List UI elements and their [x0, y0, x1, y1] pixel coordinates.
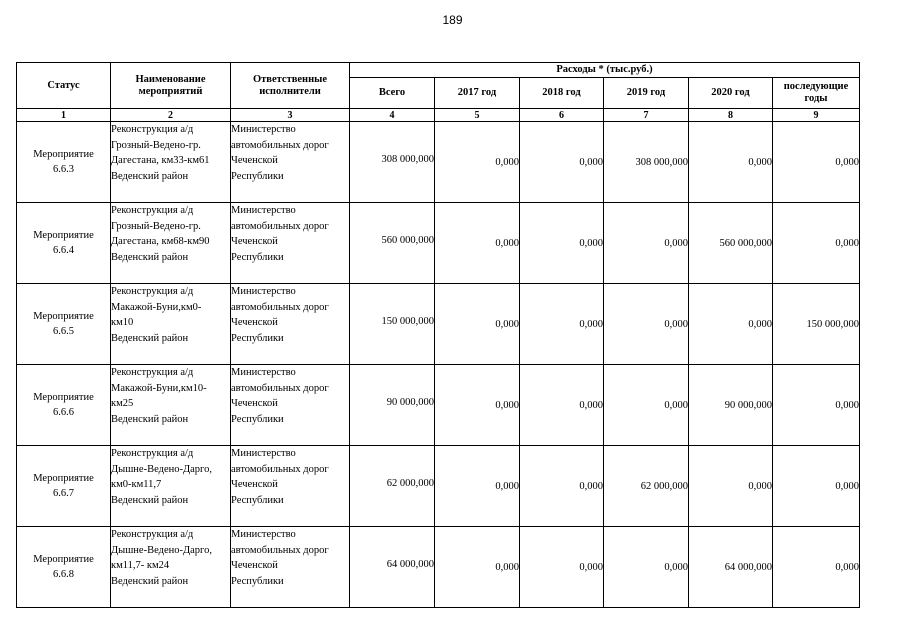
cell-line: км0-км11,7	[111, 479, 162, 490]
header-2019: 2019 год	[604, 78, 689, 109]
cell-line: Чеченской	[231, 479, 278, 490]
amount-cell: 0,000	[520, 284, 604, 365]
amount-cell: 0,000	[435, 527, 520, 608]
header-later-years: последующие годы	[773, 78, 860, 109]
table-row	[17, 446, 860, 527]
amount-cell: 0,000	[520, 203, 604, 284]
cell-line: Чеченской	[231, 317, 278, 328]
table-row	[17, 284, 860, 365]
header-executors: Ответственные исполнители	[231, 63, 350, 109]
header-name: Наименование мероприятий	[111, 63, 231, 109]
amount-cell: 150 000,000	[773, 284, 860, 365]
header-status: Статус	[17, 63, 111, 109]
cell-line: Веденский район	[111, 251, 189, 263]
amount-cell: 0,000	[689, 446, 773, 527]
executor-cell	[231, 527, 350, 608]
status-cell	[17, 527, 111, 608]
measure-name-cell	[111, 203, 231, 284]
header-total: Всего	[350, 78, 435, 109]
table-row	[17, 527, 860, 608]
amount-cell: 0,000	[604, 527, 689, 608]
cell-line: автомобильных дорог	[231, 463, 329, 475]
amount-cell: 0,000	[435, 365, 520, 446]
amount-cell: 0,000	[773, 446, 860, 527]
cell-line: км10	[111, 317, 134, 328]
amount-cell: 0,000	[773, 365, 860, 446]
cell-line: Министерство	[231, 205, 296, 216]
cell-line: Дышне-Ведено-Дарго,	[111, 544, 212, 556]
cell-line: Веденский район	[111, 413, 189, 425]
amount-cell: 0,000	[773, 203, 860, 284]
cell-line: Мероприятие	[33, 554, 94, 565]
cell-line: 6.6.5	[53, 326, 74, 337]
column-number: 1	[17, 109, 111, 122]
cell-line: Чеченской	[231, 236, 278, 247]
cell-line: 6.6.6	[53, 407, 74, 418]
cell-line: Республики	[231, 575, 284, 587]
table-row	[17, 122, 860, 203]
status-cell	[17, 284, 111, 365]
column-number: 8	[689, 109, 773, 122]
cell-line: Реконструкция а/д	[111, 286, 194, 297]
cell-line: км11,7- км24	[111, 560, 170, 571]
cell-line: Макажой-Буни,км0-	[111, 301, 202, 313]
amount-cell: 308 000,000	[350, 122, 435, 203]
amount-cell: 90 000,000	[689, 365, 773, 446]
expenses-table	[16, 62, 860, 608]
amount-cell: 560 000,000	[689, 203, 773, 284]
header-2017: 2017 год	[435, 78, 520, 109]
cell-line: Мероприятие	[33, 392, 94, 403]
cell-line: Министерство	[231, 448, 296, 459]
amount-cell: 62 000,000	[350, 446, 435, 527]
cell-line: Мероприятие	[33, 311, 94, 322]
cell-line: Грозный-Ведено-гр.	[111, 139, 201, 151]
cell-line: Мероприятие	[33, 149, 94, 160]
status-cell	[17, 203, 111, 284]
page-number: 189	[442, 13, 463, 27]
amount-cell: 0,000	[435, 284, 520, 365]
amount-cell: 0,000	[689, 284, 773, 365]
status-cell	[17, 446, 111, 527]
amount-cell: 64 000,000	[689, 527, 773, 608]
amount-cell: 560 000,000	[350, 203, 435, 284]
column-number: 7	[604, 109, 689, 122]
cell-line: Республики	[231, 170, 284, 182]
cell-line: Дагестана, км33-км61	[111, 155, 210, 166]
amount-cell: 0,000	[435, 122, 520, 203]
amount-cell: 0,000	[604, 284, 689, 365]
column-number: 2	[111, 109, 231, 122]
cell-line: Мероприятие	[33, 230, 94, 241]
amount-cell: 0,000	[604, 365, 689, 446]
cell-line: Дагестана, км68-км90	[111, 236, 210, 247]
column-number: 5	[435, 109, 520, 122]
cell-line: Реконструкция а/д	[111, 205, 194, 216]
cell-line: Реконструкция а/д	[111, 448, 194, 459]
table-body	[17, 122, 860, 608]
cell-line: Реконструкция а/д	[111, 367, 194, 378]
cell-line: Министерство	[231, 124, 296, 135]
measure-name-cell	[111, 527, 231, 608]
amount-cell: 0,000	[773, 527, 860, 608]
cell-line: Веденский район	[111, 332, 189, 344]
cell-line: Министерство	[231, 286, 296, 297]
header-expenses: Расходы * (тыс.руб.)	[350, 63, 860, 78]
amount-cell: 62 000,000	[604, 446, 689, 527]
cell-line: Грозный-Ведено-гр.	[111, 220, 201, 232]
cell-line: Республики	[231, 494, 284, 506]
cell-line: автомобильных дорог	[231, 139, 329, 151]
cell-line: Чеченской	[231, 155, 278, 166]
amount-cell: 0,000	[520, 122, 604, 203]
status-cell	[17, 365, 111, 446]
column-number: 3	[231, 109, 350, 122]
cell-line: Веденский район	[111, 494, 189, 506]
cell-line: Дышне-Ведено-Дарго,	[111, 463, 212, 475]
column-number: 4	[350, 109, 435, 122]
cell-line: Макажой-Буни,км10-	[111, 382, 207, 394]
executor-cell	[231, 284, 350, 365]
cell-line: Чеченской	[231, 560, 278, 571]
measure-name-cell	[111, 284, 231, 365]
cell-line: 6.6.7	[53, 488, 74, 499]
measure-name-cell	[111, 446, 231, 527]
amount-cell: 0,000	[773, 122, 860, 203]
cell-line: автомобильных дорог	[231, 382, 329, 394]
cell-line: Реконструкция а/д	[111, 529, 194, 540]
amount-cell: 0,000	[435, 203, 520, 284]
cell-line: Республики	[231, 332, 284, 344]
executor-cell	[231, 122, 350, 203]
amount-cell: 0,000	[520, 527, 604, 608]
column-number: 9	[773, 109, 860, 122]
cell-line: автомобильных дорог	[231, 301, 329, 313]
status-cell	[17, 122, 111, 203]
table-row	[17, 365, 860, 446]
column-number-row	[17, 109, 860, 122]
cell-line: Министерство	[231, 529, 296, 540]
cell-line: 6.6.4	[53, 245, 74, 256]
cell-line: Чеченской	[231, 398, 278, 409]
amount-cell: 0,000	[689, 122, 773, 203]
cell-line: Веденский район	[111, 575, 189, 587]
column-number: 6	[520, 109, 604, 122]
executor-cell	[231, 203, 350, 284]
executor-cell	[231, 365, 350, 446]
amount-cell: 0,000	[435, 446, 520, 527]
cell-line: Мероприятие	[33, 473, 94, 484]
cell-line: Веденский район	[111, 170, 189, 182]
cell-line: автомобильных дорог	[231, 220, 329, 232]
cell-line: 6.6.3	[53, 164, 74, 175]
executor-cell	[231, 446, 350, 527]
amount-cell: 0,000	[520, 446, 604, 527]
cell-line: Республики	[231, 251, 284, 263]
amount-cell: 308 000,000	[604, 122, 689, 203]
cell-line: Министерство	[231, 367, 296, 378]
measure-name-cell	[111, 365, 231, 446]
amount-cell: 64 000,000	[350, 527, 435, 608]
cell-line: Реконструкция а/д	[111, 124, 194, 135]
amount-cell: 150 000,000	[350, 284, 435, 365]
measure-name-cell	[111, 122, 231, 203]
cell-line: Республики	[231, 413, 284, 425]
table-row	[17, 203, 860, 284]
amount-cell: 0,000	[520, 365, 604, 446]
cell-line: км25	[111, 398, 134, 409]
header-2018: 2018 год	[520, 78, 604, 109]
amount-cell: 90 000,000	[350, 365, 435, 446]
cell-line: 6.6.8	[53, 569, 74, 580]
amount-cell: 0,000	[604, 203, 689, 284]
cell-line: автомобильных дорог	[231, 544, 329, 556]
header-2020: 2020 год	[689, 78, 773, 109]
